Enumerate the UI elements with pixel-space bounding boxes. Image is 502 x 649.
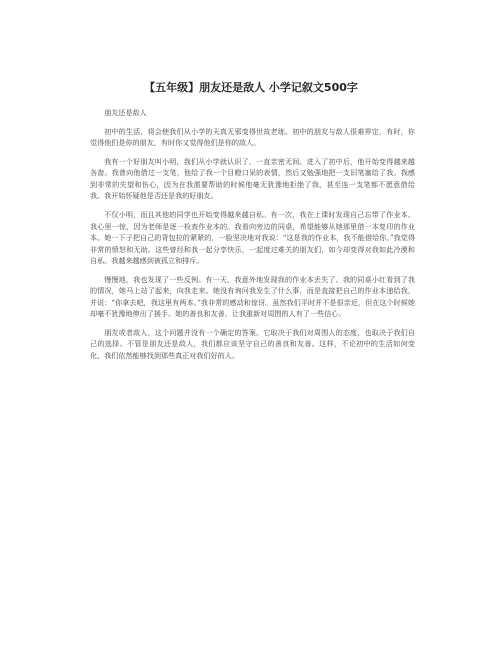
essay-heading: 朋友还是敌人	[104, 108, 147, 117]
document-title: 【五年级】朋友还是敌人 小学记叙文500字	[144, 81, 358, 94]
paragraph-4: 慢慢地，我也发现了一些反例。有一天，我意外地发现我的作业本丢失了。我的同桌小红看到了我的情况，她马上站了起来，向我走来。她没有询问我发生了什么事，而是直接把自己的作业本递给我，并说：“你拿去吧，我这里有两本。”我非常的感动和惊讶。虽然我们平时并不是很亲近，但在这个时候她却毫不犹豫地伸出了援手。她的善良和友善，让我重新对周围的人有了一些信心。	[90, 274, 415, 319]
paragraph-1: 初中的生活，将会使我们从小学的天真无邪变得世故老练。初中的朋友与敌人很难界定，有时，你觉得他们是你的朋友，有时你又觉得他们是你的敌人。	[90, 126, 415, 148]
document-body	[90, 107, 415, 369]
paragraph-5: 朋友或者敌人，这个问题并没有一个确定的答案。它取决于我们对周围人的态度，也取决于我们自己的选择。不管是朋友还是敌人，我们都应该坚守自己的善良和友善。这样，不论初中的生活如何变化，我们依然能够找到那些真正对我们好的人。	[90, 327, 415, 360]
paragraph-3: 不仅小明，而且其他的同学也开始变得越来越自私。有一次，我在上课时发现自己忘带了作业本。我心里一惊，因为老师是逐一检查作业本的。我看向旁边的同桌，希望能够从她那里借一本复印的作业本。她一下子把自己的背包拉的紧紧的，一脸坚决地对我说：“这是我的作业本，我不能借给你。”我觉得非常的愤怒和无助。这些曾经和我一起分享快乐，一起度过难关的朋友们，如今却变得对我如此冷漠和自私。我越来越感到被孤立和排斥。	[90, 210, 415, 266]
paragraph-2: 我有一个好朋友叫小明，我们从小学就认识了，一直亲密无间。进入了初中后，他开始变得越来越各啬。我曾向他借过一支笔，他给了我一个目瞪口呆的表情，然后又勉强地把一支旧笔塞给了我。我感到非常的失望和伤心，因为在我需要帮助的时候他毫无犹豫地拒绝了我，甚至连一支笔都不愿意借给我。我开始怀疑他是否还是我的好朋友。	[90, 156, 415, 201]
